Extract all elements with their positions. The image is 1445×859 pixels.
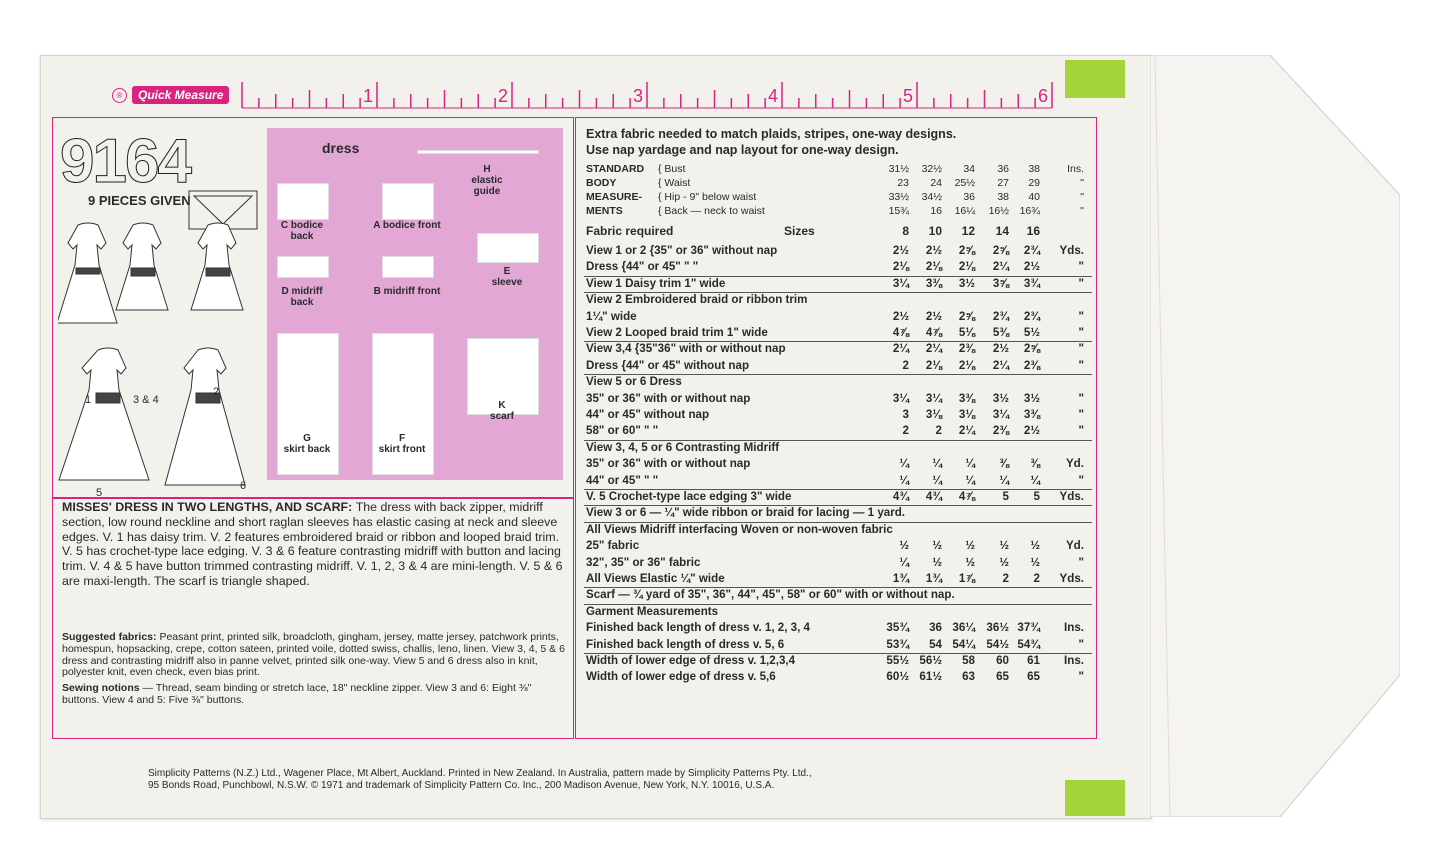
row-value: 2¼ bbox=[992, 260, 1009, 274]
row-value: 61½ bbox=[919, 670, 942, 684]
body-row-label: { Hip - 9" below waist bbox=[658, 191, 757, 203]
row-value: ¼ bbox=[899, 555, 909, 569]
body-value: 27 bbox=[997, 177, 1009, 189]
row-value: 58 bbox=[962, 654, 975, 667]
row-value: 54 bbox=[929, 637, 942, 651]
piece-sleeve bbox=[477, 233, 539, 263]
yardage-row bbox=[584, 654, 1092, 669]
row-value: 2½ bbox=[925, 309, 942, 323]
yardage-row bbox=[584, 457, 1092, 472]
row-value: ¼ bbox=[999, 473, 1009, 487]
row-value: 2½ bbox=[1023, 260, 1040, 274]
body-row bbox=[584, 191, 1092, 205]
body-value: 24 bbox=[930, 177, 942, 189]
yardage-row bbox=[584, 506, 1092, 521]
row-label: 44" or 45" without nap bbox=[586, 408, 710, 421]
row-value: 2¼ bbox=[892, 342, 909, 356]
row-value: 3⅛ bbox=[925, 408, 942, 421]
yardage-row bbox=[584, 441, 1092, 456]
row-value: 3⅜ bbox=[958, 391, 975, 405]
row-value: 3¼ bbox=[892, 391, 909, 405]
row-label: Finished back length of dress v. 1, 2, 3, 4 bbox=[586, 621, 811, 635]
body-value: 36 bbox=[997, 163, 1009, 175]
row-value: ½ bbox=[932, 539, 942, 553]
row-unit: " bbox=[1078, 276, 1084, 290]
yardage-row bbox=[584, 605, 1092, 620]
quick-measure-badge: Quick Measure bbox=[132, 86, 229, 104]
body-row bbox=[584, 163, 1092, 177]
label-K: K scarf bbox=[490, 400, 514, 422]
yardage-row bbox=[584, 375, 1092, 390]
row-unit: " bbox=[1078, 358, 1084, 372]
size-value: 8 bbox=[902, 224, 909, 238]
row-unit: Yds. bbox=[1059, 244, 1084, 257]
row-value: ½ bbox=[999, 539, 1009, 553]
row-value: ⅜ bbox=[1030, 457, 1040, 471]
yardage-row bbox=[584, 326, 1092, 341]
view-label-5: 5 bbox=[96, 487, 103, 499]
row-label: All Views Midriff interfacing Woven or non-woven fabric bbox=[586, 522, 893, 536]
row-label: 32", 35" or 36" fabric bbox=[586, 555, 701, 569]
yardage-row bbox=[584, 490, 1092, 505]
row-value: ¼ bbox=[899, 473, 909, 487]
registered-mark: ® bbox=[112, 88, 127, 103]
notions-body: — Thread, seam binding or stretch lace, 18" neckline zipper. View 3 and 6: Eight ⅜" buttons. View 4 and 5: Five ⅜" buttons. bbox=[62, 682, 532, 706]
row-label: View 2 Embroidered braid or ribbon trim bbox=[586, 293, 808, 307]
row-value: 36½ bbox=[986, 621, 1009, 635]
piece-midriff-back bbox=[277, 256, 329, 278]
ruler-number: 4 bbox=[768, 86, 779, 106]
yardage-row bbox=[584, 523, 1092, 538]
row-value: 5 bbox=[1033, 490, 1040, 503]
yardage-row bbox=[584, 244, 1092, 259]
ruler-number: 3 bbox=[633, 86, 644, 106]
row-value: 2 bbox=[902, 358, 909, 372]
row-unit: " bbox=[1078, 342, 1084, 356]
row-value: ¼ bbox=[932, 473, 942, 487]
body-row-label: { Waist bbox=[658, 177, 691, 189]
size-value: 12 bbox=[961, 224, 975, 238]
row-label: All Views Elastic ¼" wide bbox=[586, 572, 725, 585]
notions-heading: Sewing notions bbox=[62, 682, 140, 695]
row-value: 56½ bbox=[919, 654, 942, 667]
body-label: MENTS bbox=[586, 205, 623, 217]
row-value: 54½ bbox=[986, 637, 1009, 651]
body-row-label: { Bust bbox=[658, 163, 686, 175]
body-label: MEASURE- bbox=[586, 191, 643, 203]
row-label: Scarf — ¾ yard of 35", 36", 44", 45", 58" or 60" with or without nap. bbox=[586, 588, 955, 602]
row-value: 3¼ bbox=[892, 276, 909, 290]
row-unit: Yds. bbox=[1059, 490, 1084, 503]
body-value: 34½ bbox=[921, 191, 942, 203]
row-label: View 5 or 6 Dress bbox=[586, 375, 682, 389]
row-value: 5⅛ bbox=[958, 326, 975, 339]
pattern-number: 9164 bbox=[60, 127, 190, 196]
row-value: ¼ bbox=[1030, 473, 1040, 487]
row-unit: " bbox=[1078, 555, 1084, 569]
row-value: 3 bbox=[902, 408, 909, 421]
yardage-row bbox=[584, 359, 1092, 374]
row-value: 2½ bbox=[892, 309, 909, 323]
row-value: 54¼ bbox=[952, 637, 975, 651]
row-value: 65 bbox=[996, 670, 1009, 684]
row-value: 2 bbox=[1002, 572, 1009, 585]
row-unit: " bbox=[1078, 391, 1084, 405]
ruler-number: 5 bbox=[903, 86, 914, 106]
row-value: 60 bbox=[996, 654, 1009, 667]
row-value: 2¼ bbox=[925, 342, 942, 356]
row-value: ½ bbox=[899, 539, 909, 553]
view-label-3-4: 3 & 4 bbox=[133, 394, 159, 406]
ruler-number: 1 bbox=[363, 86, 374, 106]
pieces-count: 9 PIECES GIVEN bbox=[88, 193, 191, 208]
row-value: 2⅛ bbox=[892, 260, 909, 274]
view-label-1: 1 bbox=[85, 394, 92, 406]
label-D: D midriff back bbox=[281, 286, 323, 308]
row-value: 2¼ bbox=[992, 358, 1009, 372]
body-value: 33½ bbox=[888, 191, 909, 203]
yardage-row bbox=[584, 572, 1092, 587]
row-label: View 3,4 {35"36" with or without nap bbox=[586, 342, 786, 356]
row-value: 3½ bbox=[1023, 391, 1040, 405]
row-value: 3¾ bbox=[1023, 276, 1040, 290]
row-value: 2⅝ bbox=[958, 309, 975, 323]
row-label: 44" or 45" " " bbox=[586, 473, 659, 487]
row-value: 2⅝ bbox=[1023, 342, 1040, 356]
label-C: C bodice back bbox=[280, 220, 324, 242]
yardage-row bbox=[584, 277, 1092, 292]
row-value: 5½ bbox=[1023, 326, 1040, 339]
yardage-row bbox=[584, 424, 1092, 439]
row-value: ½ bbox=[965, 539, 975, 553]
row-value: ¼ bbox=[932, 457, 942, 471]
yardage-row bbox=[584, 556, 1092, 571]
body-value: 40 bbox=[1028, 191, 1040, 203]
label-B: B midriff front bbox=[373, 286, 441, 297]
yardage-row bbox=[584, 638, 1092, 653]
piece-elastic-guide bbox=[417, 150, 539, 154]
row-value: 4⅞ bbox=[925, 326, 942, 339]
row-label: Dress {44" or 45" without nap bbox=[586, 358, 750, 372]
row-value: 2¾ bbox=[1023, 244, 1040, 257]
row-label: Width of lower edge of dress v. 1,2,3,4 bbox=[586, 654, 796, 667]
yardage-row bbox=[584, 310, 1092, 325]
row-unit: " bbox=[1078, 637, 1084, 651]
row-unit: Ins. bbox=[1064, 654, 1084, 667]
yardage-row bbox=[584, 260, 1092, 275]
yardage-row bbox=[584, 293, 1092, 308]
body-value: 16½ bbox=[988, 205, 1009, 217]
row-value: 4¾ bbox=[925, 490, 942, 503]
row-unit: Yd. bbox=[1065, 457, 1084, 471]
view-label-2: 2 bbox=[213, 386, 220, 398]
row-value: 2 bbox=[902, 424, 909, 438]
view-label-6: 6 bbox=[240, 480, 247, 492]
footer-line-2: 95 Bonds Road, Punchbowl, N.S.W. © 1971 and trademark of Simplicity Pattern Co. Inc., 200 Madison Avenue, New York, N.Y. 10016, U.S.A. bbox=[148, 780, 775, 791]
row-value: ½ bbox=[999, 555, 1009, 569]
description-heading: MISSES' DRESS IN TWO LENGTHS, AND SCARF: bbox=[62, 500, 353, 514]
fabric-required-label: Fabric required bbox=[586, 224, 674, 238]
row-value: 36 bbox=[929, 621, 942, 635]
dress-views-illustration bbox=[58, 220, 263, 495]
row-value: 2 bbox=[1033, 572, 1040, 585]
row-value: 2½ bbox=[892, 244, 909, 257]
body-value: 32½ bbox=[921, 163, 942, 175]
row-value: 3½ bbox=[992, 391, 1009, 405]
row-value: 1⅞ bbox=[958, 572, 975, 585]
row-value: 4¾ bbox=[892, 490, 909, 503]
body-unit: " bbox=[1080, 191, 1084, 203]
piece-bodice-front bbox=[382, 183, 434, 220]
fabrics-body: Peasant print, printed silk, broadcloth, gingham, jersey, matte jersey, patchwork prints, homespun, hopsacking, crepe, cotton sateen, printed voile, dotted swiss, challis, leno, linen. View 3, 4, 5 & 6 dress and contrasting midriff also in panne velvet, printed silk one-way. View 5 and 6 dress also in knit, polyester knit, even check, even bias print. bbox=[62, 631, 565, 679]
row-value: 63 bbox=[962, 670, 975, 684]
row-value: 5 bbox=[1002, 490, 1009, 503]
row-value: ¼ bbox=[965, 457, 975, 471]
body-row bbox=[584, 177, 1092, 191]
row-value: ½ bbox=[1030, 555, 1040, 569]
row-label: V. 5 Crochet-type lace edging 3" wide bbox=[586, 490, 792, 503]
yardage-row bbox=[584, 392, 1092, 407]
row-label: View 2 Looped braid trim 1" wide bbox=[586, 326, 768, 339]
row-value: 2½ bbox=[992, 342, 1009, 356]
row-label: View 3, 4, 5 or 6 Contrasting Midriff bbox=[586, 440, 780, 454]
row-value: 36¼ bbox=[952, 621, 975, 635]
row-value: 1¾ bbox=[892, 572, 909, 585]
body-measurements bbox=[584, 163, 1092, 223]
row-value: ½ bbox=[932, 555, 942, 569]
row-value: 4⅞ bbox=[892, 326, 909, 339]
body-value: 23 bbox=[897, 177, 909, 189]
row-unit: " bbox=[1078, 309, 1084, 323]
piece-bodice-back bbox=[277, 183, 329, 220]
row-value: 2⅜ bbox=[992, 424, 1009, 438]
row-unit: " bbox=[1078, 670, 1084, 684]
row-label: View 1 or 2 {35" or 36" without nap bbox=[586, 244, 778, 257]
body-value: 31½ bbox=[888, 163, 909, 175]
row-value: 2⅛ bbox=[958, 358, 975, 372]
envelope-flap bbox=[1150, 55, 1400, 817]
row-label: Finished back length of dress v. 5, 6 bbox=[586, 637, 785, 651]
row-value: 2⅝ bbox=[958, 244, 975, 257]
body-value: 29 bbox=[1028, 177, 1040, 189]
label-H: H elastic guide bbox=[471, 164, 503, 197]
body-value: 38 bbox=[997, 191, 1009, 203]
row-label: Width of lower edge of dress v. 5,6 bbox=[586, 670, 776, 684]
pattern-pieces-panel bbox=[267, 128, 563, 480]
row-unit: Ins. bbox=[1064, 621, 1084, 635]
ruler-number: 2 bbox=[498, 86, 509, 106]
row-value: 2 bbox=[935, 424, 942, 438]
row-value: 2¾ bbox=[1023, 309, 1040, 323]
yardage-row bbox=[584, 621, 1092, 636]
fabrics-heading: Suggested fabrics: bbox=[62, 631, 157, 643]
yardage-row bbox=[584, 588, 1092, 603]
row-value: 5⅜ bbox=[992, 326, 1009, 339]
row-value: 2⅜ bbox=[1023, 358, 1040, 372]
row-unit: Yds. bbox=[1059, 572, 1084, 585]
row-value: 37¾ bbox=[1017, 621, 1040, 635]
row-value: 65 bbox=[1027, 670, 1040, 684]
row-value: 54¾ bbox=[1017, 637, 1040, 651]
label-F: F skirt front bbox=[378, 433, 426, 455]
row-label: 1¼" wide bbox=[586, 309, 637, 323]
row-value: 3½ bbox=[958, 276, 975, 290]
size-value: 14 bbox=[995, 224, 1009, 238]
body-unit: " bbox=[1080, 177, 1084, 189]
sizes-header bbox=[584, 224, 1092, 242]
row-value: ½ bbox=[965, 555, 975, 569]
footer bbox=[148, 768, 812, 792]
description-body: The dress with back zipper, midriff section, low round neckline and short raglan sleeves has elastic casing at neck and sleeve edges. V. 1 has daisy trim. V. 2 features embroidered braid or ribbon and looped braid trim. V. 5 has crochet-type lace edging. V. 3 & 6 feature contrasting midriff with button and lacing trim. V. 4 & 5 have button trimmed contrasting midriff. V. 1, 2, 3 & 4 are mini-length. V. 5 & 6 are maxi-length. The scarf is triangle shaped. bbox=[62, 500, 563, 588]
tape-top bbox=[1065, 60, 1125, 98]
row-label: 35" or 36" with or without nap bbox=[586, 391, 751, 405]
sizes-label: Sizes bbox=[784, 224, 815, 238]
table-intro-1: Extra fabric needed to match plaids, stripes, one-way designs. bbox=[586, 127, 957, 141]
body-value: 25½ bbox=[954, 177, 975, 189]
row-value: 2⅛ bbox=[925, 358, 942, 372]
row-value: 2¼ bbox=[958, 424, 975, 438]
body-value: 15¾ bbox=[888, 205, 909, 217]
row-value: 3⅝ bbox=[992, 276, 1009, 290]
row-label: View 3 or 6 — ¼" wide ribbon or braid for lacing — 1 yard. bbox=[586, 506, 906, 520]
fabrics-and-notions bbox=[62, 632, 567, 707]
row-value: 3⅜ bbox=[925, 276, 942, 290]
row-unit: " bbox=[1078, 473, 1084, 487]
body-unit: " bbox=[1080, 205, 1084, 217]
panel-title: dress bbox=[322, 140, 360, 156]
row-label: 58" or 60" " " bbox=[586, 424, 659, 438]
row-unit: Yd. bbox=[1065, 539, 1084, 553]
label-G: G skirt back bbox=[283, 433, 331, 455]
row-value: 2⅝ bbox=[992, 244, 1009, 257]
row-value: 53¾ bbox=[886, 637, 909, 651]
label-A: A bodice front bbox=[373, 220, 441, 231]
row-value: 3¼ bbox=[992, 408, 1009, 421]
row-value: ½ bbox=[1030, 539, 1040, 553]
row-value: 61 bbox=[1027, 654, 1040, 667]
yardage-row bbox=[584, 670, 1092, 685]
row-unit: " bbox=[1078, 260, 1084, 274]
yardage-row bbox=[584, 408, 1092, 423]
row-value: 4⅞ bbox=[958, 490, 975, 503]
row-label: View 1 Daisy trim 1" wide bbox=[586, 276, 726, 290]
yardage-row bbox=[584, 342, 1092, 357]
yardage-row bbox=[584, 474, 1092, 489]
row-label: Garment Measurements bbox=[586, 604, 719, 618]
row-value: 55½ bbox=[886, 654, 909, 667]
row-value: 3¼ bbox=[925, 391, 942, 405]
yardage-row bbox=[584, 539, 1092, 554]
row-value: 2½ bbox=[1023, 424, 1040, 438]
body-row bbox=[584, 205, 1092, 219]
body-value: 38 bbox=[1028, 163, 1040, 175]
row-value: 2⅛ bbox=[925, 260, 942, 274]
body-value: 36 bbox=[963, 191, 975, 203]
label-E: E sleeve bbox=[491, 266, 523, 288]
footer-line-1: Simplicity Patterns (N.Z.) Ltd., Wagener Place, Mt Albert, Auckland. Printed in New Zealand. In Australia, pattern made by Simplicity Patterns Pty. Ltd., bbox=[148, 768, 812, 779]
row-label: 25" fabric bbox=[586, 539, 640, 553]
body-value: 16¾ bbox=[1019, 205, 1040, 217]
body-row-label: { Back — neck to waist bbox=[658, 205, 765, 217]
size-value: 10 bbox=[928, 224, 942, 238]
ruler bbox=[112, 74, 1072, 114]
body-label: BODY bbox=[586, 177, 617, 189]
row-value: 35¾ bbox=[886, 621, 909, 635]
pattern-description bbox=[62, 500, 567, 589]
row-label: Dress {44" or 45" " " bbox=[586, 260, 699, 274]
row-value: ¼ bbox=[965, 473, 975, 487]
row-unit: " bbox=[1078, 424, 1084, 438]
piece-midriff-front bbox=[382, 256, 434, 278]
body-value: 34 bbox=[963, 163, 975, 175]
ruler-number: 6 bbox=[1038, 86, 1049, 106]
row-value: 2¾ bbox=[992, 309, 1009, 323]
row-value: 2⅛ bbox=[958, 260, 975, 274]
row-value: 2½ bbox=[925, 244, 942, 257]
row-value: ⅜ bbox=[999, 457, 1009, 471]
table-intro-2: Use nap yardage and nap layout for one-way design. bbox=[586, 143, 899, 157]
tape-bottom bbox=[1065, 780, 1125, 816]
body-label: STANDARD bbox=[586, 163, 645, 175]
row-value: 1¾ bbox=[925, 572, 942, 585]
row-value: 3⅛ bbox=[958, 408, 975, 421]
body-value: 16 bbox=[930, 205, 942, 217]
row-value: 3⅜ bbox=[1023, 408, 1040, 421]
row-unit: " bbox=[1078, 408, 1084, 421]
body-value: 16¼ bbox=[954, 205, 975, 217]
row-value: ¼ bbox=[899, 457, 909, 471]
body-unit: Ins. bbox=[1067, 163, 1084, 175]
row-unit: " bbox=[1078, 326, 1084, 339]
row-label: 35" or 36" with or without nap bbox=[586, 457, 751, 471]
size-value: 16 bbox=[1026, 224, 1040, 238]
row-value: 60½ bbox=[886, 670, 909, 684]
row-value: 2⅜ bbox=[958, 342, 975, 356]
